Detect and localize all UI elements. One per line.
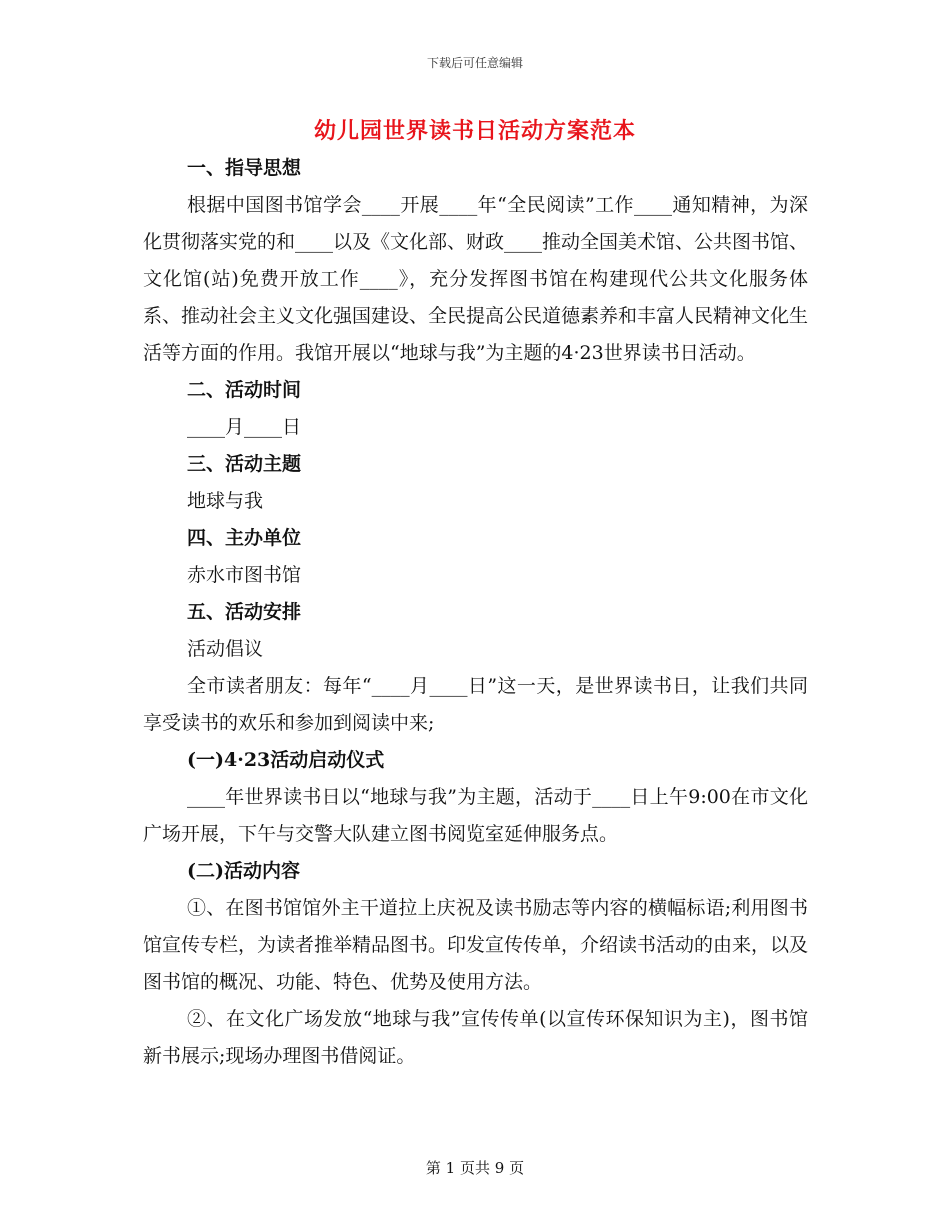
section-heading-organizer: 四、主办单位 [187,527,302,549]
subsection-heading-activity-content: (二)活动内容 [187,860,300,882]
section-heading-activity-time: 二、活动时间 [187,379,302,401]
page-header-note: 下载后可任意编辑 [426,56,523,70]
document-title: 幼儿园世界读书日活动方案范本 [313,118,636,144]
document-body [143,150,808,1075]
greeting-paragraph: 全市读者朋友：每年“____月____日”这一天，是世界读书日，让我们共同享受读书的欢乐和参加到阅读中来; [143,675,808,734]
section-heading-arrangement: 五、活动安排 [187,601,302,623]
guiding-thought-paragraph: 根据中国图书馆学会____开展____年“全民阅读”工作____通知精神，为深化贯彻落实党的和____以及《文化部、财政____推动全国美术馆、公共图书馆、文化馆(站)免费开放工作____》，充分发挥图书馆在构建现代公共文化服务体系、推动社会主义文化强国建设、全民提高公民道德素养和丰富人民精神文化生活等方面的作用。我馆开展以“地球与我”为主题的4·23世界读书日活动。 [143,194,809,364]
organizer-text: 赤水市图书馆 [187,564,302,586]
page-number-footer: 第 1 页共 9 页 [425,1159,525,1177]
launch-ceremony-paragraph: ____年世界读书日以“地球与我”为主题，活动于____日上午9:00在市文化广场开展，下午与交警大队建立图书阅览室延伸服务点。 [143,786,808,845]
activity-proposal-label: 活动倡议 [187,638,264,660]
subsection-heading-launch-ceremony: (一)4·23活动启动仪式 [187,749,385,771]
section-heading-activity-theme: 三、活动主题 [187,453,302,475]
section-heading-guiding-thought: 一、指导思想 [187,157,302,179]
activity-time-text: ____月____日 [187,416,302,438]
activity-content-item-2: ②、在文化广场发放“地球与我”宣传传单(以宣传环保知识为主)，图书馆新书展示;现场办理图书借阅证。 [143,1008,808,1067]
activity-theme-text: 地球与我 [187,490,264,512]
activity-content-item-1: ①、在图书馆馆外主干道拉上庆祝及读书励志等内容的横幅标语;利用图书馆宣传专栏，为读者推举精品图书。印发宣传传单，介绍读书活动的由来，以及图书馆的概况、功能、特色、优势及使用方法。 [143,897,809,993]
